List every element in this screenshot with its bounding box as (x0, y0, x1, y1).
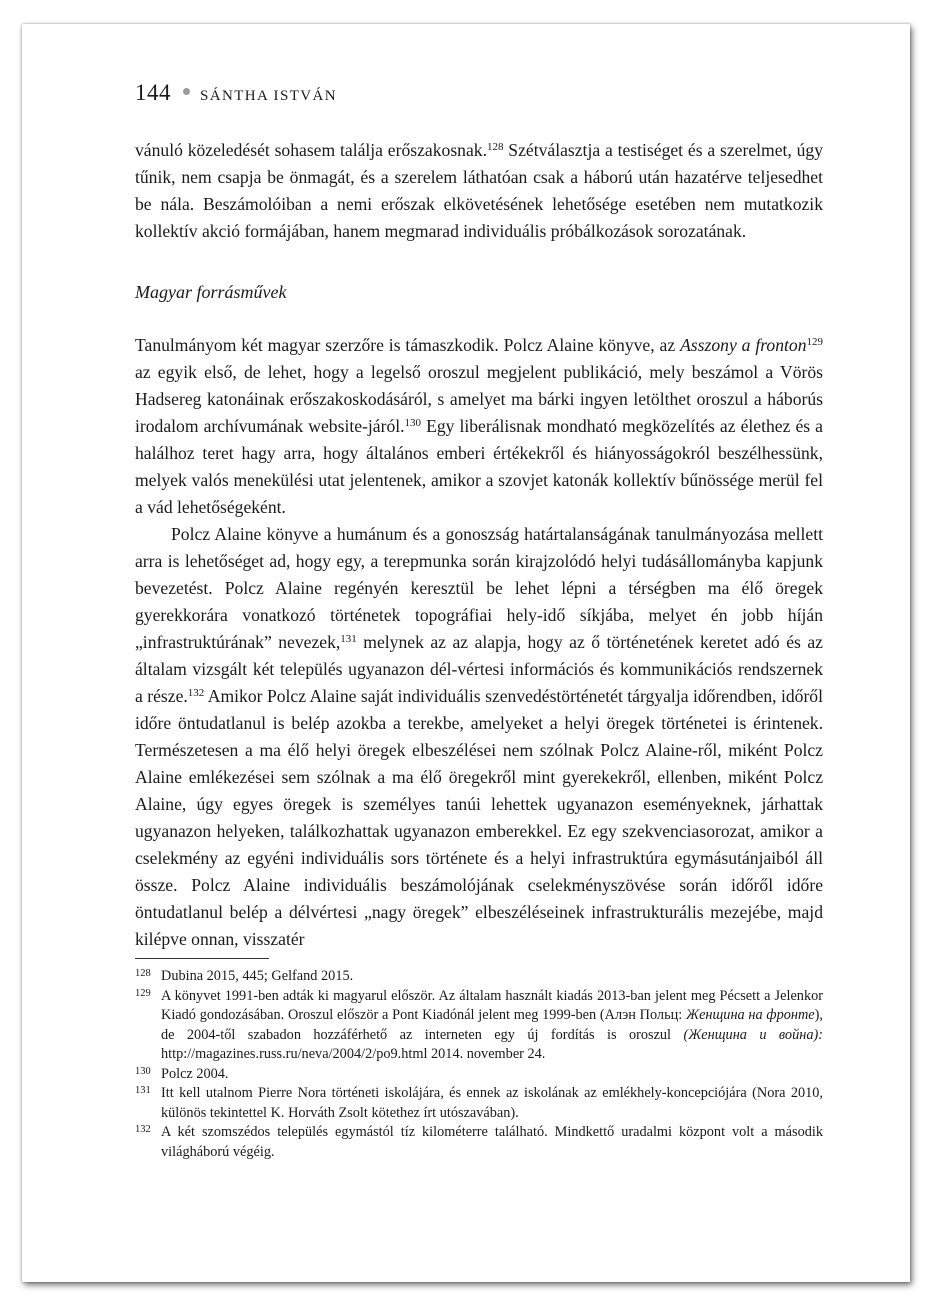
footnote-number: 128 (135, 968, 151, 979)
footnote-ref[interactable]: 129 (806, 336, 823, 348)
paragraph: Polcz Alaine könyve a humánum és a gonoszság határtalanságának tanulmányozása mellett arra is lehetőséget ad, hogy egy, a terepmunka során kirajzolódó helyi tudásállományba kapjunk bevezetést. Polcz Alaine regényén keresztül be lehet lépni a térségben ma élő öregek gyerekkorára vonatkozó történetek topográfiai hely-idő síkjába, melyet én jobb híján „infrastruktúrának” nevezek,$^{131}$ melynek az az alapja, hogy az ő történetének keretet adó és az általam vizsgált két település ugyanazon dél-vértesi információs és kommunikációs rendszernek a része.$^{132}$ Amikor Polcz Alaine saját individuális szenvedéstörténetét tárgyalja időrendben, időről időre öntudatlanul is belép azokba a terekbe, amelyeket a helyi öregek történetei is érintenek. Természetesen a ma élő helyi öregek elbeszélései nem szólnak Polcz Alaine-ről, miként Polcz Alaine emlékezései sem szólnak a ma élő öregekről mint gyerekekről, ellenben, miként Polcz Alaine, úgy egyes öregek is személyes tanúi lehettek ugyanazon eseményeknek, járhattak ugyanazon helyeken, találkozhattak ugyanazon emberekkel. Ez egy szekvenciasorozat, amikor a cselekmény az egyéni individuális sors története és a helyi infrastruktúra egymásutánjaiból áll össze. Polcz Alaine individuális beszámolójának cselekményszövése során időről időre öntudatlanul belép a délvértesi „nagy öregek” elbeszéléseinek infrastrukturális mezejébe, majd kilépve onnan, visszatér (135, 524, 823, 949)
footnote (135, 1065, 823, 1085)
footnote-text: Itt kell utalnom Pierre Nora történeti iskolájára, és ennek az iskolának az emlékhely-koncepciójára (Nora 2010, különös tekintettel K. Horváth Zsolt kötethez írt utószavában). (161, 1085, 823, 1121)
main-text (135, 137, 823, 953)
footnote-text: A könyvet 1991-ben adták ki magyarul először. Az általam használt kiadás 2013-ban jelent meg Pécsett a Jelenkor Kiadó gondozásában. Oroszul először a Pont Kiadónál jelent meg 1999-ben (Алэн Польц: Женщина на фронте), de 2004-től szabadon hozzáférhető az interneten egy új fordítás is oroszul (Женщина и война): http://magazines.russ.ru/neva/2004/2/po9.html 2014. november 24. (161, 987, 823, 1062)
paragraph: vánuló közeledését sohasem találja erőszakosnak.$^{128}$ Szétválasztja a testiséget és a szerelmet, úgy tűnik, nem csapja be önmagát, és a szerelem láthatóan csak a háború után hazatérve teljesedhet be nála. Beszámolóiban a nemi erőszak elkövetésének lehetősége esetében nem mutatkozik kollektív akció formájában, hanem megmarad individuális próbálkozások sorozatának. (135, 140, 824, 241)
footnote-ref[interactable]: 132 (187, 687, 205, 699)
footnote (135, 1123, 823, 1162)
page-number: 144 (135, 80, 171, 105)
footnote-number: 132 (135, 1124, 151, 1135)
footnote-number: 130 (135, 1065, 151, 1077)
footnote-url: http://magazines.russ.ru/neva/2004/2/po9.html 2014. november 24. (161, 1046, 546, 1062)
page-header (135, 80, 337, 106)
footnote-number: 131 (135, 1085, 151, 1096)
paragraph: Tanulmányom két magyar szerzőre is támaszkodik. Polcz Alaine könyve, az Asszony a fronton$^{129}$ az egyik első, de lehet, hogy a legelső oroszul megjelent publikáció, mely beszámol a Vörös Hadsereg katonáinak erőszakoskodásáról, s amelyet ma bárki ingyen letölthet oroszul a háborús irodalom archívumának website-járól.$^{130}$ Egy liberálisnak mondható megközelítés az élethez és a halálhoz teret hagy arra, hogy általános emberi értékekről és hiányosságokról beszélhessünk, melyek valós menekülési utat jelentenek, amikor a szovjet katonák kollektív bűnössége merül fel a vád lehetőségeként. (135, 335, 823, 517)
footnote (135, 1084, 823, 1123)
footnote-text: A két szomszédos település egymástól tíz kilométerre található. Mindkettő uradalmi központ volt a második világháború végéig. (161, 1124, 823, 1160)
footnote-ref[interactable]: 131 (340, 633, 357, 645)
footnote (135, 967, 823, 987)
book-title: Asszony a fronton (680, 335, 807, 355)
footnote (135, 987, 823, 1065)
book-page (22, 24, 910, 1282)
footnote-text: Dubina 2015, 445; Gelfand 2015. (161, 968, 354, 984)
footnote-divider (135, 958, 269, 959)
footnotes (135, 967, 823, 1162)
footnote-text: Polcz 2004. (161, 1065, 229, 1082)
section-heading: Magyar forrásművek (135, 282, 287, 302)
bullet-separator-icon (183, 88, 190, 95)
footnote-ref[interactable]: 128 (486, 141, 504, 153)
footnote-ref[interactable]: 130 (404, 417, 422, 429)
footnote-number: 129 (135, 987, 151, 999)
running-head-author: SÁNTHA ISTVÁN (200, 88, 337, 104)
